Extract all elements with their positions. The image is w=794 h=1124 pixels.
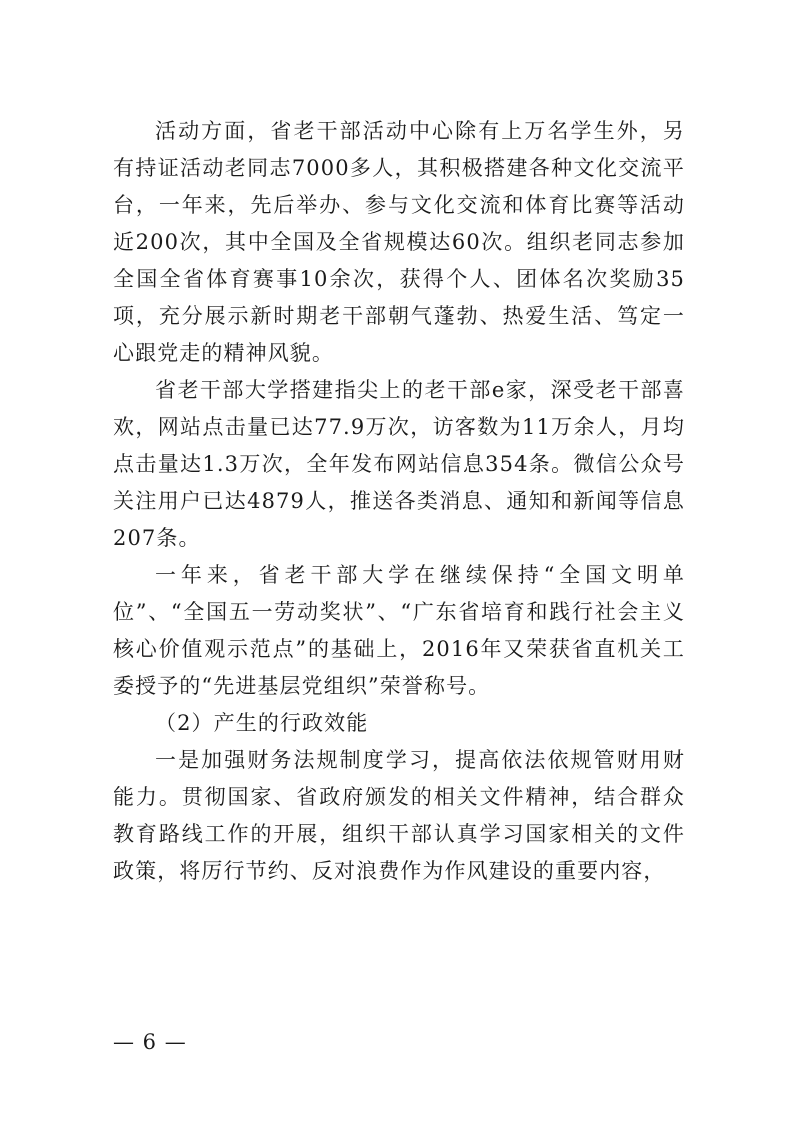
paragraph-honors: 一年来，省老干部大学在继续保持“全国文明单位”、“全国五一劳动奖状”、“广东省培育和践行社会主义核心价值观示范点”的基础上，2016年又荣获省直机关工委授予的“先进基层党组织”荣誉称号。: [113, 563, 685, 698]
page-number: — 6 —: [113, 1030, 187, 1054]
section-heading: （2）产生的行政效能: [155, 711, 369, 735]
paragraph-financial: 一是加强财务法规制度学习，提高依法依规管财用财能力。贯彻国家、省政府颁发的相关文件精神，结合群众教育路线工作的开展，组织干部认真学习国家相关的文件政策，将厉行节约、反对浪费作为作风建设的重要内容，: [113, 748, 685, 883]
paragraph-activities: 活动方面，省老干部活动中心除有上万名学生外，另有持证活动老同志7000多人，其积极搭建各种文化交流平台，一年来，先后举办、参与文化交流和体育比赛等活动近200次，其中全国及全省规模达60次。组织老同志参加全国全省体育赛事10余次，获得个人、团体名次奖励35项，充分展示新时期老干部朝气蓬勃、热爱生活、笃定一心跟党走的精神风貌。: [113, 119, 685, 365]
paragraph-online-platform: 省老干部大学搭建指尖上的老干部e家，深受老干部喜欢，网站点击量已达77.9万次，访客数为11万余人，月均点击量达1.3万次，全年发布网站信息354条。微信公众号关注用户已达4879人，推送各类消息、通知和新闻等信息207条。: [113, 378, 685, 550]
body-text: [113, 113, 685, 890]
